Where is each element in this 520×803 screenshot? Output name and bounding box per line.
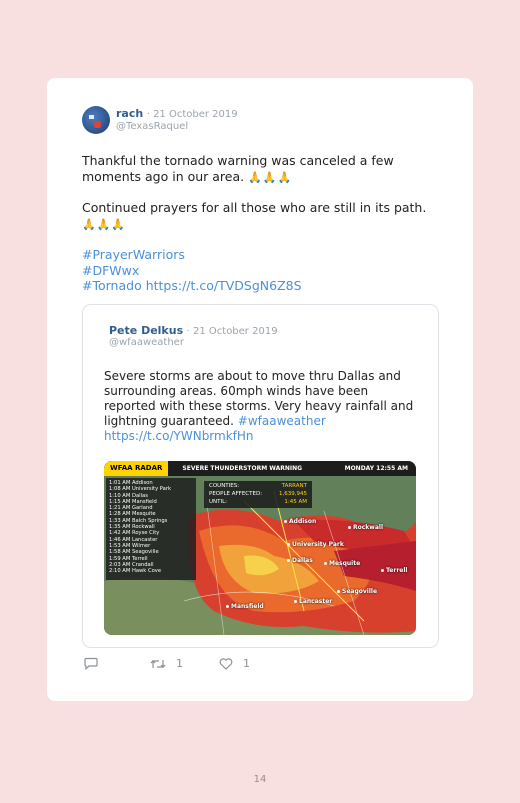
timeline-entry: 1:59 AM Terrell: [109, 555, 148, 562]
quoted-author-line: Pete Delkus · 21 October 2019: [109, 324, 278, 337]
city-label: Terrell: [381, 567, 407, 574]
pray-emoji: 🙏🙏🙏: [248, 170, 293, 184]
tweet-card: [47, 78, 473, 701]
timeline-entry: 1:35 AM Rockwall: [109, 524, 155, 531]
people-label: PEOPLE AFFECTED:: [209, 491, 263, 497]
people-value: 1,639,945: [279, 491, 307, 497]
timeline-entry: 1:33 AM Balch Springs: [109, 517, 168, 524]
tweet-text-2: Continued prayers for all those who are still in its path.: [82, 200, 427, 215]
heart-icon: [219, 658, 233, 670]
counties-label: COUNTIES:: [209, 483, 240, 489]
radar-warning: SEVERE THUNDERSTORM WARNING: [182, 465, 303, 472]
city-label: Mansfield: [226, 603, 264, 610]
page-number: 14: [253, 774, 267, 785]
timeline-entry: 1:10 AM Dallas: [109, 492, 148, 499]
city-label: Rockwall: [348, 524, 383, 531]
author-name[interactable]: rach: [116, 107, 144, 120]
city-label: Mesquite: [324, 560, 360, 567]
quoted-body: Severe storms are about to move thru Dallas and surrounding areas. 60mph winds have been reported with these storms. Very heavy rainfall and lightning guaranteed.: [104, 369, 414, 428]
retweet-count: 1: [176, 657, 183, 670]
tweet-link[interactable]: https://t.co/TVDSgN6Z8S: [145, 278, 302, 293]
timeline-entry: 1:21 AM Garland: [109, 505, 153, 512]
counties-value: TARRANT: [281, 483, 307, 489]
timeline-entry: 1:08 AM University Park: [109, 486, 171, 493]
radar-header: [104, 461, 416, 476]
city-label: Lancaster: [294, 598, 332, 605]
city-label: Addison: [284, 518, 316, 525]
radar-timeline: [106, 478, 196, 580]
quoted-tweet[interactable]: [82, 304, 439, 648]
city-label: Seagoville: [337, 588, 377, 595]
tweet-actions: [84, 657, 334, 673]
timeline-entry: 2:03 AM Crandall: [109, 561, 154, 568]
city-label: University Park: [287, 541, 344, 548]
retweet-icon: [150, 658, 166, 670]
pray-emoji-2: 🙏🙏🙏: [82, 217, 127, 231]
hashtag-wfaaweather[interactable]: #wfaaweather: [237, 414, 326, 428]
quoted-link[interactable]: https://t.co/YWNbrmkfHn: [104, 429, 254, 443]
quoted-author-name[interactable]: Pete Delkus: [109, 324, 184, 337]
city-label: Dallas: [287, 557, 313, 564]
author-line: rach · 21 October 2019: [116, 107, 238, 120]
tweet-text-1: Thankful the tornado warning was canceled a few moments ago in our area.: [82, 153, 394, 184]
warning-info-box: [204, 481, 312, 508]
until-value: 1:45 AM: [284, 499, 307, 505]
retweet-button[interactable]: [150, 657, 183, 670]
timeline-entry: 1:42 AM Royse City: [109, 530, 160, 537]
timeline-entry: 1:46 AM Lancaster: [109, 536, 158, 543]
timeline-entry: 1:28 AM Mesquite: [109, 511, 156, 518]
author-handle[interactable]: @TexasRaquel: [116, 121, 189, 132]
tweet-date: 21 October 2019: [153, 109, 238, 120]
tweet-body: [82, 153, 442, 294]
radar-map-image[interactable]: [104, 461, 416, 635]
avatar[interactable]: [82, 106, 110, 134]
timeline-entry: 1:53 AM Wilmer: [109, 542, 151, 549]
hashtag-dfwwx[interactable]: #DFWwx: [82, 262, 140, 278]
radar-time: MONDAY 12:55 AM: [344, 465, 408, 472]
quoted-date: 21 October 2019: [193, 326, 278, 337]
timeline-entry: 1:58 AM Seagoville: [109, 549, 159, 556]
reply-icon: [84, 657, 98, 670]
reply-button[interactable]: [84, 657, 98, 670]
timeline-entry: 1:15 AM Mansfield: [109, 498, 157, 505]
hashtag-prayerwarriors[interactable]: #PrayerWarriors: [82, 247, 185, 262]
quoted-text: [104, 369, 414, 444]
timeline-entry: 2:10 AM Hawk Cove: [109, 568, 162, 575]
like-button[interactable]: [219, 657, 250, 670]
quoted-handle[interactable]: @wfaaweather: [109, 337, 184, 348]
like-count: 1: [243, 657, 250, 670]
hashtag-tornado[interactable]: #Tornado: [82, 278, 142, 293]
until-label: UNTIL:: [209, 499, 228, 505]
timeline-entry: 1:01 AM Addison: [109, 480, 153, 486]
radar-brand: WFAA RADAR: [104, 461, 168, 476]
